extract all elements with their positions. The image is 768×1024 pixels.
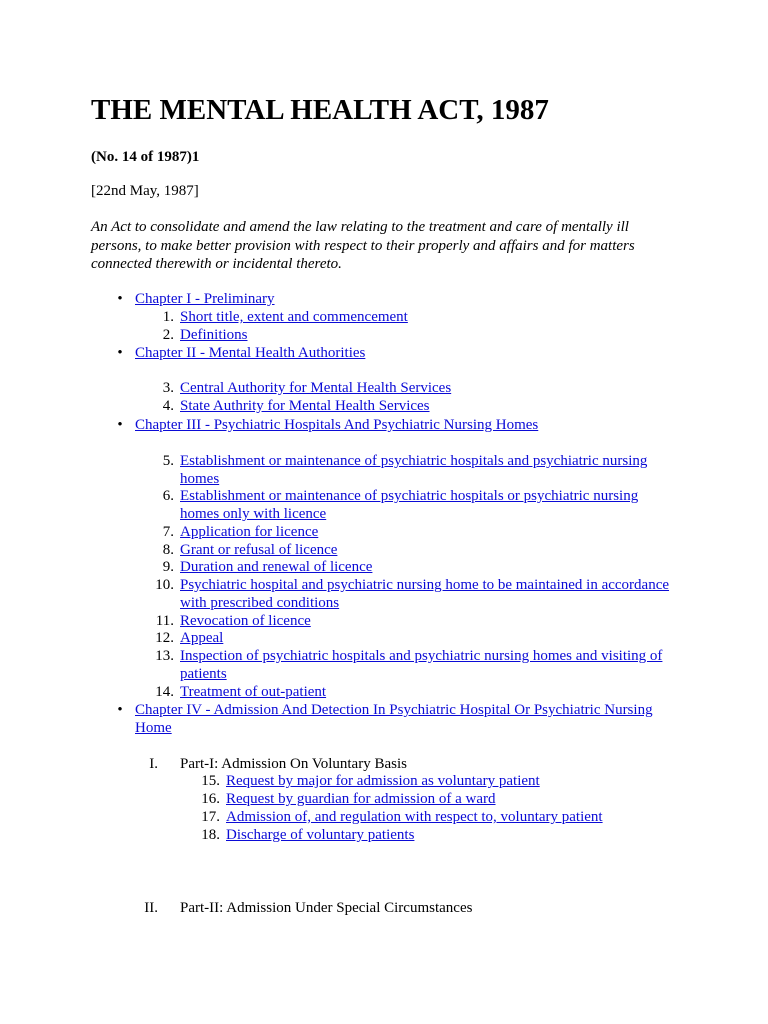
chapter-4-link-cont[interactable]: Home: [135, 720, 172, 736]
act-number: (No. 14 of 1987)1: [91, 149, 200, 165]
section-17-link[interactable]: Admission of, and regulation with respect to, voluntary patient: [226, 809, 603, 825]
section-13-link[interactable]: Inspection of psychiatric hospitals and psychiatric nursing homes and visiting of: [180, 648, 663, 664]
bullet-icon: •: [117, 291, 123, 307]
section-3-link[interactable]: Central Authority for Mental Health Services: [180, 380, 452, 396]
chapter-1-link[interactable]: Chapter I - Preliminary: [135, 291, 275, 307]
section-number: 17.: [201, 809, 220, 825]
section-number: 10.: [155, 577, 174, 593]
section-number: 9.: [162, 559, 174, 575]
part-numeral: II.: [144, 900, 158, 916]
section-number: 8.: [162, 542, 174, 558]
section-number: 2.: [162, 327, 174, 343]
section-5-link-cont[interactable]: homes: [180, 471, 220, 487]
section-6-link[interactable]: Establishment or maintenance of psychiatric hospitals or psychiatric nursing: [180, 488, 639, 504]
section-14-link[interactable]: Treatment of out-patient: [180, 684, 327, 700]
part-1-heading: Part-I: Admission On Voluntary Basis: [180, 756, 407, 772]
section-number: 18.: [201, 827, 220, 843]
section-number: 7.: [162, 524, 174, 540]
section-1-link[interactable]: Short title, extent and commencement: [180, 309, 408, 325]
section-number: 6.: [162, 488, 174, 504]
section-12-link[interactable]: Appeal: [180, 630, 224, 646]
section-number: 1.: [162, 309, 174, 325]
section-10-link-cont[interactable]: with prescribed conditions: [180, 595, 340, 611]
act-preamble: An Act to consolidate and amend the law relating to the treatment and care of mentally ill persons, to make better provision with respect to their properly and affairs and for matters connected therewith or incidental thereto.: [91, 219, 635, 272]
section-number: 3.: [162, 380, 174, 396]
section-number: 13.: [155, 648, 174, 664]
act-date: [22nd May, 1987]: [91, 183, 199, 199]
section-number: 16.: [201, 791, 220, 807]
part-2-heading: Part-II: Admission Under Special Circumstances: [180, 900, 473, 916]
bullet-icon: •: [117, 417, 123, 433]
section-7-link[interactable]: Application for licence: [180, 524, 319, 540]
section-6-link-cont[interactable]: homes only with licence: [180, 506, 327, 522]
section-16-link[interactable]: Request by guardian for admission of a ward: [226, 791, 496, 807]
section-10-link[interactable]: Psychiatric hospital and psychiatric nursing home to be maintained in accordance: [180, 577, 670, 593]
chapter-3-link[interactable]: Chapter III - Psychiatric Hospitals And Psychiatric Nursing Homes: [135, 417, 539, 433]
section-2-link[interactable]: Definitions: [180, 327, 248, 343]
section-13-link-cont[interactable]: patients: [180, 666, 227, 682]
section-4-link[interactable]: State Authrity for Mental Health Services: [180, 398, 430, 414]
section-8-link[interactable]: Grant or refusal of licence: [180, 542, 338, 558]
part-numeral: I.: [149, 756, 158, 772]
section-number: 4.: [162, 398, 174, 414]
section-9-link[interactable]: Duration and renewal of licence: [180, 559, 373, 575]
chapter-4-link[interactable]: Chapter IV - Admission And Detection In Psychiatric Hospital Or Psychiatric Nursing: [135, 702, 653, 718]
section-number: 11.: [155, 613, 174, 629]
section-number: 15.: [201, 773, 220, 789]
section-5-link[interactable]: Establishment or maintenance of psychiatric hospitals and psychiatric nursing: [180, 453, 648, 469]
bullet-icon: •: [117, 345, 123, 361]
section-number: 12.: [155, 630, 174, 646]
section-number: 5.: [162, 453, 174, 469]
section-number: 14.: [155, 684, 174, 700]
bullet-icon: •: [117, 702, 123, 718]
chapter-2-link[interactable]: Chapter II - Mental Health Authorities: [135, 345, 366, 361]
section-11-link[interactable]: Revocation of licence: [180, 613, 311, 629]
page-title: THE MENTAL HEALTH ACT, 1987: [91, 94, 549, 126]
section-18-link[interactable]: Discharge of voluntary patients: [226, 827, 415, 843]
section-15-link[interactable]: Request by major for admission as voluntary patient: [226, 773, 540, 789]
